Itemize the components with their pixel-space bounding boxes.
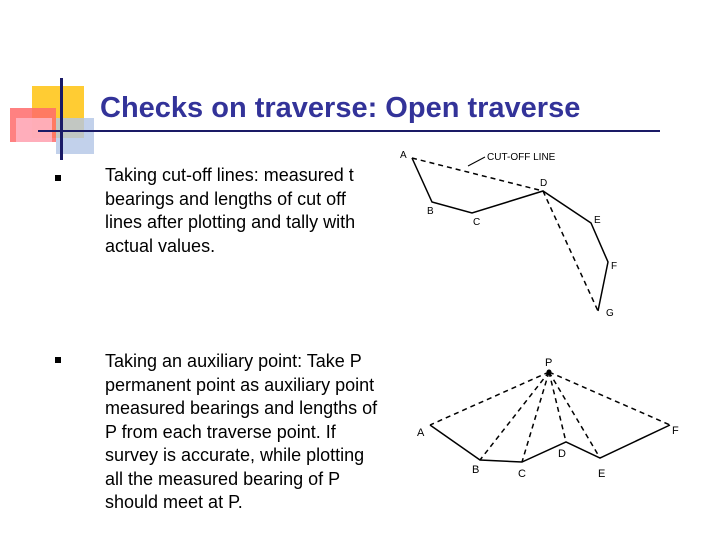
point-label: D [540,178,548,189]
traverse-line [430,425,670,462]
cut-off-line-diagram [400,150,617,319]
bullet-line: actual values. [105,235,216,256]
point-label: G [606,308,614,319]
point-label: F [611,261,618,272]
point-label: E [598,468,606,480]
point-label: A [400,150,407,161]
ray-dashed [522,372,549,462]
ray-dashed [549,372,600,458]
bullet-line: P from each traverse point. If [105,421,336,442]
ray-dashed [430,372,549,425]
auxiliary-point-diagram [417,357,679,480]
cut-off-caption: CUT-OFF LINE [487,152,556,163]
auxiliary-point-marker [547,370,552,375]
point-label: C [518,468,526,480]
bullet-line: Taking cut-off lines: measured t [105,165,354,185]
bullet-line: bearings and lengths of cut off [105,188,346,209]
slide-title: Checks on traverse: Open traverse [100,92,581,124]
bullet-line: survey is accurate, while plotting [105,445,365,465]
bullet-line: Taking an auxiliary point: Take P [105,351,362,371]
point-label: A [417,427,425,439]
caption-leader [468,157,485,166]
bullet-line: permanent point as auxiliary point [105,374,375,395]
ray-dashed [480,372,549,460]
ray-dashed [549,372,670,425]
point-label: B [472,464,480,476]
traverse-line [412,158,608,311]
bullet-line: measured bearings and lengths of [105,398,378,418]
point-label: B [427,206,434,217]
point-label: D [558,448,566,460]
point-label: F [672,425,679,437]
point-label: E [594,215,601,226]
bullet-line: all the measured bearing of P [105,468,341,489]
point-label: C [473,217,481,228]
point-label: P [545,357,553,369]
bullet-line: should meet at P. [105,492,243,512]
ray-dashed [549,372,566,442]
bullet-line: lines after plotting and tally with [105,212,356,232]
